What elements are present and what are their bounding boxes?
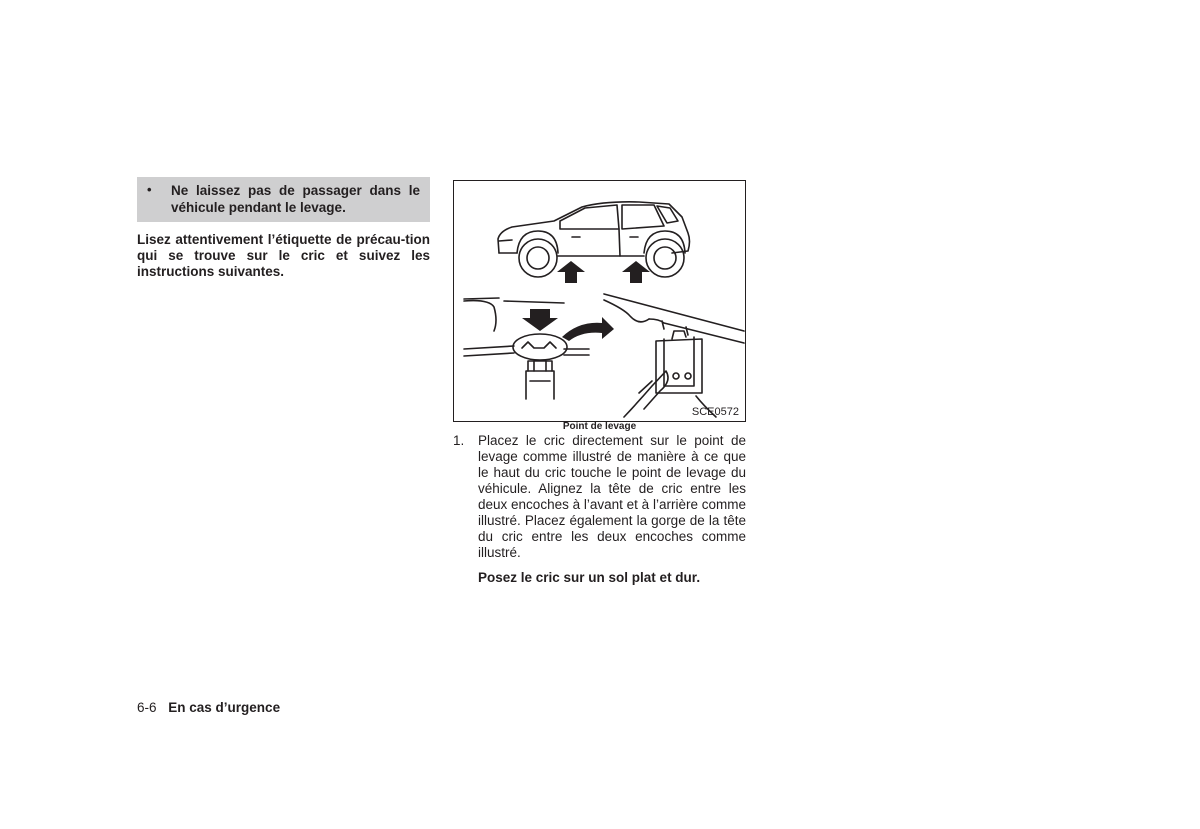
instruction-step-1 <box>453 433 746 586</box>
page-number: 6-6 <box>137 700 157 715</box>
figure-code: SCE0572 <box>691 406 739 418</box>
sill-detail-left <box>464 298 614 399</box>
lift-arrows <box>557 261 650 283</box>
warning-box <box>137 177 430 222</box>
step-number: 1. <box>453 433 465 448</box>
jack-detail-right <box>604 294 744 417</box>
figure-caption: Point de levage <box>562 421 637 432</box>
lifting-point-illustration <box>454 181 745 421</box>
section-title: En cas d’urgence <box>168 700 281 715</box>
step-note: Posez le cric sur un sol plat et dur. <box>478 570 701 585</box>
warning-text: Ne laissez pas de passager dans le véhicule pendant le levage. <box>171 183 420 215</box>
lifting-point-figure <box>453 180 746 422</box>
suv-drawing <box>498 202 690 277</box>
page-footer <box>137 700 280 715</box>
step-text: Placez le cric directement sur le point de levage comme illustré de manière à ce que le haut du cric touche le point de levage du véhicule. Alignez la tête de cric entre les deux encoches à l’avant et à l’arrière comme illustré. Placez également la gorge de la tête du cric entre les deux encoches comme illustré. <box>478 433 746 560</box>
warning-bullet: • <box>147 182 152 197</box>
caution-paragraph: Lisez attentivement l’étiquette de précau-tion qui se trouve sur le cric et suivez les instructions suivantes. <box>137 232 430 279</box>
